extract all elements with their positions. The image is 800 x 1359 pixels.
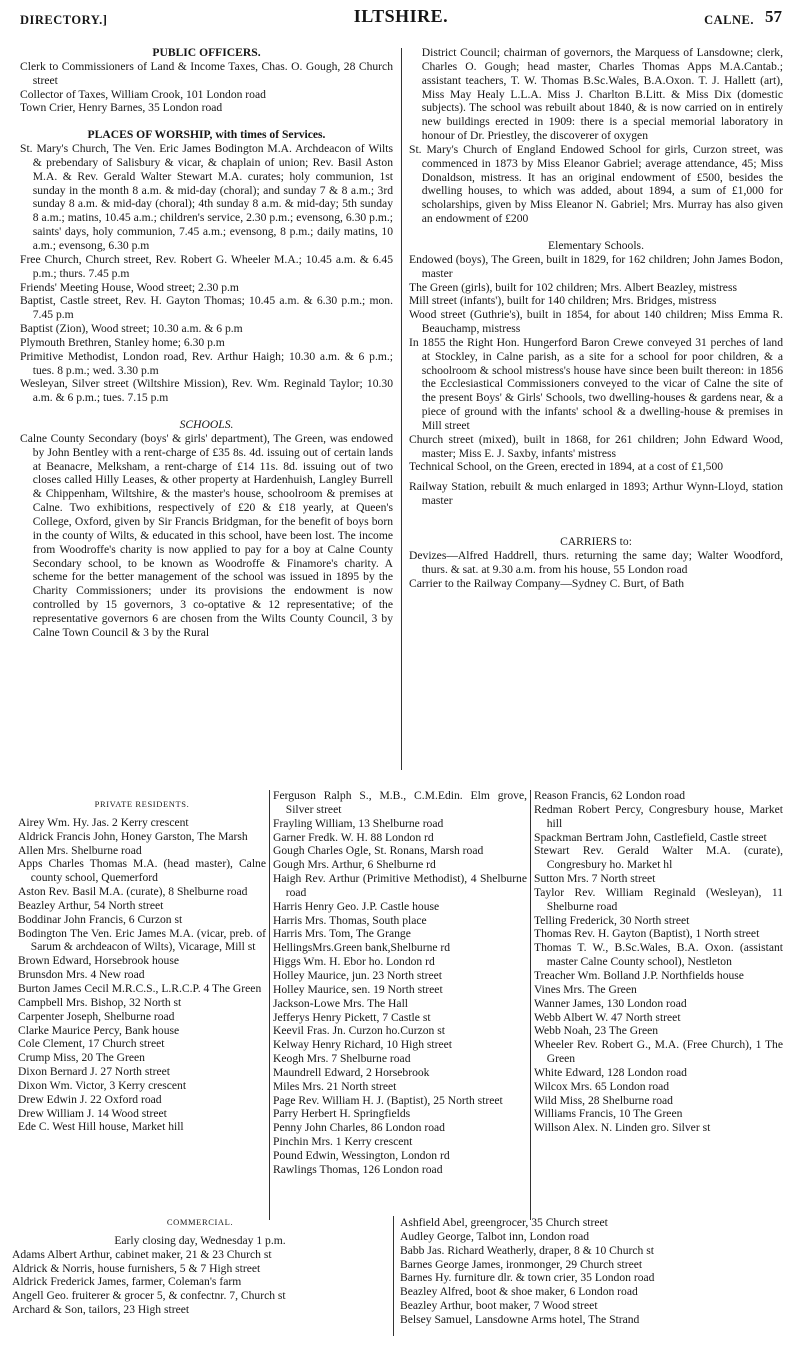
worship-entry: Primitive Methodist, London road, Rev. Arthur Haigh; 10.30 a.m. & 6 p.m.; tues. 8 p.m.; wed. 3.30 p.m xyxy=(20,349,393,377)
resident-entry: Vines Mrs. The Green xyxy=(534,982,637,996)
resident-entry: Campbell Mrs. Bishop, 32 North st xyxy=(18,995,182,1009)
worship-entry-list xyxy=(20,142,393,405)
resident-entry: Burton James Cecil M.R.C.S., L.R.C.P. 4 The Green xyxy=(18,981,262,995)
running-head-place: CALNE. xyxy=(704,13,754,27)
resident-entry: Willson Alex. N. Linden gro. Silver st xyxy=(534,1121,711,1135)
commercial-entry: Adams Albert Arthur, cabinet maker, 21 & 23 Church st xyxy=(12,1247,272,1261)
elementary-school-entry-list xyxy=(409,253,783,475)
commercial-entry: Babb Jas. Richard Weatherly, draper, 8 & 10 Church st xyxy=(400,1243,654,1257)
section-title-elementary-schools: Elementary Schools. xyxy=(548,238,644,252)
page-number: 57 xyxy=(765,7,782,26)
resident-entry: Keogh Mrs. 7 Shelburne road xyxy=(273,1052,411,1066)
resident-entry: Pinchin Mrs. 1 Kerry crescent xyxy=(273,1135,413,1149)
column-divider xyxy=(530,790,531,1220)
carrier-entry: Devizes—Alfred Haddrell, thurs. returning the same day; Walter Woodford, thurs. & sat. at 9.30 a.m. from his house, 55 London road xyxy=(409,548,783,576)
residents-column-1 xyxy=(18,798,266,1134)
resident-entry: Miles Mrs. 21 North street xyxy=(273,1079,397,1093)
running-head-left: DIRECTORY.] xyxy=(20,13,108,27)
elementary-school-entry: Church street (mixed), built in 1868, for 261 children; John Edward Wood, master; Miss E. J. Saxby, infants' mistress xyxy=(409,432,783,460)
worship-entry: Free Church, Church street, Rev. Robert G. Wheeler M.A.; 10.45 a.m. & 6.45 p.m.; thurs. 7.45 p.m xyxy=(20,252,393,280)
carrier-entry: Carrier to the Railway Company—Sydney C. Burt, of Bath xyxy=(409,576,684,590)
resident-entry: Page Rev. William H. J. (Baptist), 25 North street xyxy=(273,1093,503,1107)
resident-entry: Aston Rev. Basil M.A. (curate), 8 Shelburne road xyxy=(18,885,248,899)
resident-entry: Beazley Arthur, 54 North street xyxy=(18,898,164,912)
resident-entry: Haigh Rev. Arthur (Primitive Methodist), 4 Shelburne road xyxy=(273,872,527,899)
resident-entry: Wanner James, 130 London road xyxy=(534,996,687,1010)
elementary-school-entry: Wood street (Guthrie's), built in 1854, for about 140 children; Miss Emma R. Beauchamp, mistress xyxy=(409,308,783,336)
resident-entry-list xyxy=(273,789,527,1177)
resident-entry: Spackman Bertram John, Castlefield, Castle street xyxy=(534,830,767,844)
commercial-entry: Belsey Samuel, Lansdowne Arms hotel, The Strand xyxy=(400,1312,640,1326)
commercial-entry: Aldrick Frederick James, farmer, Coleman's farm xyxy=(12,1275,242,1289)
resident-entry: Ferguson Ralph S., M.B., C.M.Edin. Elm grove, Silver street xyxy=(273,789,527,816)
column-divider xyxy=(269,790,270,1220)
commercial-entry: Audley George, Talbot inn, London road xyxy=(400,1229,590,1243)
resident-entry: Gough Mrs. Arthur, 6 Shelburne rd xyxy=(273,858,436,872)
resident-entry-list xyxy=(534,789,783,1135)
commercial-entry-list xyxy=(400,1216,784,1327)
resident-entry: Taylor Rev. William Reginald (Wesleyan), 11 Shelburne road xyxy=(534,885,783,913)
resident-entry: Holley Maurice, jun. 23 North street xyxy=(273,968,443,982)
carrier-entry-list xyxy=(409,549,783,591)
running-head-county: ILTSHIRE. xyxy=(353,6,449,26)
resident-entry: Harris Henry Geo. J.P. Castle house xyxy=(273,899,440,913)
column-divider xyxy=(401,48,402,770)
section-title-carriers: CARRIERS to: xyxy=(560,535,632,548)
resident-entry: White Edward, 128 London road xyxy=(534,1065,687,1079)
commercial-entry: Angell Geo. fruiterer & grocer 5, & confectnr. 7, Church st xyxy=(12,1289,286,1303)
resident-entry: Sutton Mrs. 7 North street xyxy=(534,872,656,886)
resident-entry: Stewart Rev. Gerald Walter M.A. (curate), Congresbury ho. Market hl xyxy=(534,844,783,872)
resident-entry: Telling Frederick, 30 North street xyxy=(534,913,690,927)
upper-left-column xyxy=(20,46,393,640)
resident-entry: Cole Clement, 17 Church street xyxy=(18,1037,165,1051)
commercial-entry-list xyxy=(12,1248,388,1317)
resident-entry: Apps Charles Thomas M.A. (head master), Calne county school, Quemerford xyxy=(18,857,266,885)
commercial-left-column xyxy=(12,1216,388,1317)
resident-entry: Carpenter Joseph, Shelburne road xyxy=(18,1009,175,1023)
resident-entry: Aldrick Francis John, Honey Garston, The Marsh xyxy=(18,829,248,843)
elementary-school-entry: The Green (girls), built for 102 children; Mrs. Albert Beazley, mistress xyxy=(409,280,737,294)
elementary-school-entry: In 1855 the Right Hon. Hungerford Baron Crewe conveyed 31 perches of land at Stockley, in Calne parish, as a site for a school for poor children, & a schoolroom & school mistress's house have since been built thereon: in 1856 the Ecclesiastical Commissioners conveyed to the vicar of Calne the site of the present Boys' & Girls' Schools, two dwelling-houses & gardens near, & a piece of ground with the infants' school & a dwelling-house & premises in Mill street xyxy=(409,335,783,432)
resident-entry: Brown Edward, Horsebrook house xyxy=(18,954,179,968)
resident-entry: Allen Mrs. Shelburne road xyxy=(18,843,142,857)
resident-entry: Gough Charles Ogle, St. Ronans, Marsh road xyxy=(273,844,484,858)
public-officer-entry: Collector of Taxes, William Crook, 101 London road xyxy=(20,87,266,101)
page-header xyxy=(20,6,782,34)
public-officer-entry-list xyxy=(20,60,393,115)
commercial-entry: Ashfield Abel, greengrocer, 35 Church street xyxy=(400,1216,608,1229)
resident-entry: Boddinar John Francis, 6 Curzon st xyxy=(18,912,183,926)
resident-entry: Frayling William, 13 Shelburne road xyxy=(273,816,444,830)
residents-column-3 xyxy=(534,789,783,1135)
school-entry-calne-county-secondary: Calne County Secondary (boys' & girls' department), The Green, was endowed by John Bentley with a rent-charge of £35 8s. 4d. issuing out of certain lands at Beanacre, Melksham, a rent-charge of £14 11s. 8d. issuing out of two closes called Hilly Leases, & other property at Hardenhuish, Langley Burrell & Chippenham, Wiltshire, & the master's house, schoolroom & premises at Calne. Two exhibitions, respectively of £20 & £18 yearly, at Queen's College, Oxford, given by Sir Francis Bridgman, for the benefit of boys born in the county of Wilts, & educated in this school, have been lost. The income from Woodroffe's charity is now applied to pay for a boy at Calne County Secondary school, to be known as Woodroffe & Finamore's charity. A scheme for the better management of the school was issued in 1895 by the Charity Commissioners; under its provisions the endowment is now controlled by 15 governors, 3 co-optative & 12 representative; of the representative governors 6 are chosen from the Wilts County Council, 3 by Calne Town Council & 3 by the Rural xyxy=(20,431,393,639)
resident-entry: Wild Miss, 28 Shelburne road xyxy=(534,1093,673,1107)
resident-entry: Webb Albert W. 47 North street xyxy=(534,1010,681,1024)
resident-entry: Thomas Rev. H. Gayton (Baptist), 1 North street xyxy=(534,927,760,941)
section-title-schools: SCHOOLS. xyxy=(179,418,234,432)
resident-entry: Clarke Maurice Percy, Bank house xyxy=(18,1023,180,1037)
worship-entry: St. Mary's Church, The Ven. Eric James Bodington M.A. Archdeacon of Wilts & prebendary of Salisbury & vicar, & chaplain of union; Rev. Basil Aston M.A. & Rev. Gerald Walter Stewart M.A. curates; holy communion, 1st sunday in the month 8 a.m. & mid-day (choral); and sunday 7 & 8 a.m.; 3rd sunday 8 a.m. & mid-day (choral); 4th sunday 8 a.m. & mid-day; 5th sunday 8 a.m.; matins, 10.45 a.m.; children's service, 2.30 p.m.; evensong, 6.30 p.m.; saints' days, holy communion, 7.45 a.m.; evensong, 8 p.m.; daily matins, 10 a.m.; evensong, 6.30 p.m xyxy=(20,142,393,252)
resident-entry-list xyxy=(18,816,266,1134)
commercial-entry: Beazley Arthur, boot maker, 7 Wood street xyxy=(400,1299,598,1313)
commercial-entry: Archard & Son, tailors, 23 High street xyxy=(12,1303,190,1317)
resident-entry: Garner Fredk. W. H. 88 London rd xyxy=(273,830,434,844)
resident-entry: Holley Maurice, sen. 19 North street xyxy=(273,982,443,996)
railway-station-entry: Railway Station, rebuilt & much enlarged in 1893; Arthur Wynn-Lloyd, station master xyxy=(409,480,783,508)
resident-entry: Williams Francis, 10 The Green xyxy=(534,1107,683,1121)
resident-entry: Bodington The Ven. Eric James M.A. (vicar, preb. of Sarum & archdeacon of Wilts), Vicarage, Mill st xyxy=(18,926,266,954)
resident-entry: Kelway Henry Richard, 10 High street xyxy=(273,1038,453,1052)
resident-entry: Brunsdon Mrs. 4 New road xyxy=(18,968,145,982)
resident-entry: Drew Edwin J. 22 Oxford road xyxy=(18,1092,162,1106)
resident-entry: Wheeler Rev. Robert G., M.A. (Free Church), 1 The Green xyxy=(534,1038,783,1066)
column-divider xyxy=(393,1216,394,1336)
worship-entry: Baptist (Zion), Wood street; 10.30 a.m. & 6 p.m xyxy=(20,322,243,336)
elementary-school-entry: Mill street (infants'), built for 140 children; Mrs. Bridges, mistress xyxy=(409,294,717,308)
school-entry-continued: District Council; chairman of governors, the Marquess of Lansdowne; clerk, Charles O. Gough; head master, Charles Thomas Apps M.A.Cantab.; assistant teachers, T. W. Thomas B.Sc.Wales, B.A.Oxon. T. J. Hallett (art), Miss May Healy L.L.A. Miss J. Charlton B.Litt. & Miss Dix (domestic subjects). The school was rebuilt about 1840, & is now carried on in entirely new buildings erected in 1909: there is a special memorial laboratory in honour of Dr. Priestley, the discoverer of oxygen xyxy=(421,46,783,143)
resident-entry: Crump Miss, 20 The Green xyxy=(18,1051,145,1065)
commercial-entry: Beazley Alfred, boot & shoe maker, 6 London road xyxy=(400,1285,638,1299)
worship-entry: Baptist, Castle street, Rev. H. Gayton Thomas; 10.45 a.m. & 6.30 p.m.; mon. 7.45 p.m xyxy=(20,294,393,322)
section-title-commercial: COMMERCIAL. xyxy=(166,1217,234,1227)
worship-entry: Wesleyan, Silver street (Wiltshire Mission), Rev. Wm. Reginald Taylor; 10.30 a.m. & 6 p.m.; tues. 7.15 p.m xyxy=(20,377,393,405)
resident-entry: Rawlings Thomas, 126 London road xyxy=(273,1162,443,1176)
section-title-places-of-worship: PLACES OF WORSHIP, with times of Services. xyxy=(87,128,326,142)
commercial-entry: Barnes Hy. furniture dlr. & town crier, 35 London road xyxy=(400,1271,655,1285)
school-entry-st-marys-girls: St. Mary's Church of England Endowed School for girls, Curzon street, was commenced in 1873 by Miss Eleanor Gabriel; average attendance, 45; Miss Donaldson, mistress. It has an original endowment of £500, besides the dwelling houses, to which was added, about 1894, a sum of £1,000 for scholarships, given by Miss Eleanor N. Gabriel; Mrs. Murray has also given an endowment of £200 xyxy=(409,142,783,226)
worship-entry: Plymouth Brethren, Stanley home; 6.30 p.m xyxy=(20,335,225,349)
resident-entry: Higgs Wm. H. Ebor ho. London rd xyxy=(273,955,435,969)
resident-entry: Jefferys Henry Pickett, 7 Castle st xyxy=(273,1010,431,1024)
elementary-school-entry: Technical School, on the Green, erected in 1894, at a cost of £1,500 xyxy=(409,460,724,474)
early-closing-note: Early closing day, Wednesday 1 p.m. xyxy=(114,1233,286,1247)
commercial-right-column xyxy=(400,1216,784,1327)
resident-entry: Ede C. West Hill house, Market hill xyxy=(18,1120,184,1134)
public-officer-entry: Clerk to Commissioners of Land & Income Taxes, Chas. O. Gough, 28 Church street xyxy=(20,59,393,87)
resident-entry: Harris Mrs. Tom, The Grange xyxy=(273,927,411,941)
resident-entry: HellingsMrs.Green bank,Shelburne rd xyxy=(273,941,451,955)
resident-entry: Reason Francis, 62 London road xyxy=(534,789,686,802)
resident-entry: Penny John Charles, 86 London road xyxy=(273,1121,445,1135)
resident-entry: Webb Noah, 23 The Green xyxy=(534,1024,659,1038)
elementary-school-entry: Endowed (boys), The Green, built in 1829, for 162 children; John James Bodon, master xyxy=(409,252,783,280)
resident-entry: Airey Wm. Hy. Jas. 2 Kerry crescent xyxy=(18,815,189,829)
resident-entry: Maundrell Edward, 2 Horsebrook xyxy=(273,1065,430,1079)
resident-entry: Keevil Fras. Jn. Curzon ho.Curzon st xyxy=(273,1024,445,1038)
resident-entry: Parry Herbert H. Springfields xyxy=(273,1107,411,1121)
commercial-entry: Barnes George James, ironmonger, 29 Church street xyxy=(400,1257,643,1271)
section-title-public-officers: PUBLIC OFFICERS. xyxy=(152,46,261,59)
resident-entry: Redman Robert Percy, Congresbury house, Market hill xyxy=(534,802,783,830)
resident-entry: Pound Edwin, Wessington, London rd xyxy=(273,1148,450,1162)
resident-entry: Drew William J. 14 Wood street xyxy=(18,1106,167,1120)
worship-entry: Friends' Meeting House, Wood street; 2.30 p.m xyxy=(20,280,239,294)
section-title-private-residents: PRIVATE RESIDENTS. xyxy=(94,799,190,809)
resident-entry: Treacher Wm. Bolland J.P. Northfields house xyxy=(534,968,744,982)
upper-right-column xyxy=(409,46,783,590)
public-officer-entry: Town Crier, Henry Barnes, 35 London road xyxy=(20,101,223,115)
commercial-entry: Aldrick & Norris, house furnishers, 5 & 7 High street xyxy=(12,1261,261,1275)
residents-column-2 xyxy=(273,789,527,1177)
resident-entry: Jackson-Lowe Mrs. The Hall xyxy=(273,996,409,1010)
resident-entry: Thomas T. W., B.Sc.Wales, B.A. Oxon. (assistant master Calne County school), Nestleton xyxy=(534,941,783,969)
resident-entry: Wilcox Mrs. 65 London road xyxy=(534,1079,670,1093)
resident-entry: Dixon Bernard J. 27 North street xyxy=(18,1065,170,1079)
resident-entry: Dixon Wm. Victor, 3 Kerry crescent xyxy=(18,1078,187,1092)
resident-entry: Harris Mrs. Thomas, South place xyxy=(273,913,427,927)
